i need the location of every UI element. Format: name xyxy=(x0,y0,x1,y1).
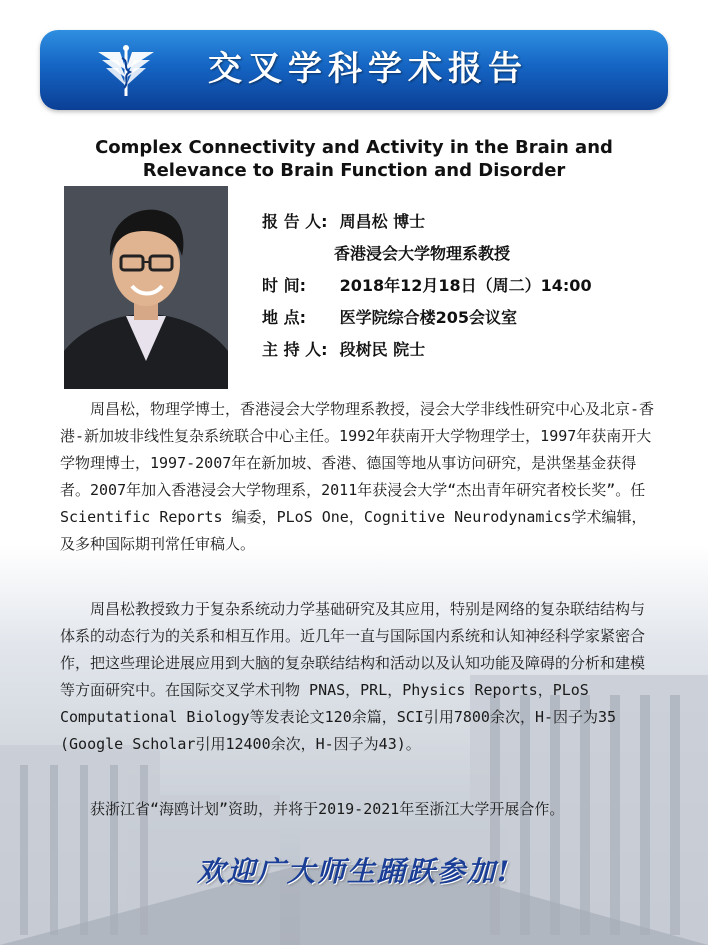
university-emblem-icon xyxy=(96,40,156,100)
bio-paragraph-2: 周昌松教授致力于复杂系统动力学基础研究及其应用，特别是网络的复杂联结结构与体系的动态行为的关系和相互作用。近几年一直与国际国内系统和认知神经科学家紧密合作，把这些理论进展应用到大脑的复杂联结结构和活动以及认知功能及障碍的分析和建模等方面研究中。在国际交叉学术刊物 PNAS，PRL，Physics Reports，PLoS Computational Biology等发表论文120余篇，SCI引用7800余次，H-因子为35 (Google Scholar引用12400余次，H-因子为43)。 xyxy=(60,600,646,753)
banner-title: 交叉学科学术报告 xyxy=(208,49,528,89)
speaker-position-row xyxy=(334,240,510,268)
header-banner xyxy=(40,30,668,110)
time-row xyxy=(262,272,592,300)
time-value: 2018年12月18日（周二）14:00 xyxy=(339,276,592,295)
talk-title: Complex Connectivity and Activity in the Brain and Relevance to Brain Function and Disorder xyxy=(95,137,613,181)
host-label: 主 持 人: xyxy=(262,340,328,359)
bio-paragraph-1: 周昌松，物理学博士，香港浸会大学物理系教授，浸会大学非线性研究中心及北京-香港-新加坡非线性复杂系统联合中心主任。1992年获南开大学物理学士，1997年获南开大学物理博士，1997-2007年在新加坡、香港、德国等地从事访问研究，是洪堡基金获得者。2007年加入香港浸会大学物理系，2011年获浸会大学“杰出青年研究者校长奖”。任Scientific Reports 编委，PLoS One，Cognitive Neurodynamics学术编辑，及多种国际期刊常任审稿人。 xyxy=(60,400,655,553)
speaker-row xyxy=(262,208,425,236)
host-value: 段树民 院士 xyxy=(339,340,426,359)
bio-paragraph-3: 获浙江省“海鸥计划”资助，并将于2019-2021年至浙江大学开展合作。 xyxy=(90,800,565,818)
speaker-photo xyxy=(64,186,228,389)
place-row xyxy=(262,304,517,332)
host-row xyxy=(262,336,425,364)
time-label: 时 间: xyxy=(262,276,306,295)
welcome-slogan: 欢迎广大师生踊跃参加! xyxy=(196,855,512,888)
speaker-name: 周昌松 博士 xyxy=(339,212,426,231)
place-value: 医学院综合楼205会议室 xyxy=(339,308,517,327)
speaker-label: 报 告 人: xyxy=(262,212,328,231)
place-label: 地 点: xyxy=(262,308,306,327)
speaker-position: 香港浸会大学物理系教授 xyxy=(334,244,511,263)
